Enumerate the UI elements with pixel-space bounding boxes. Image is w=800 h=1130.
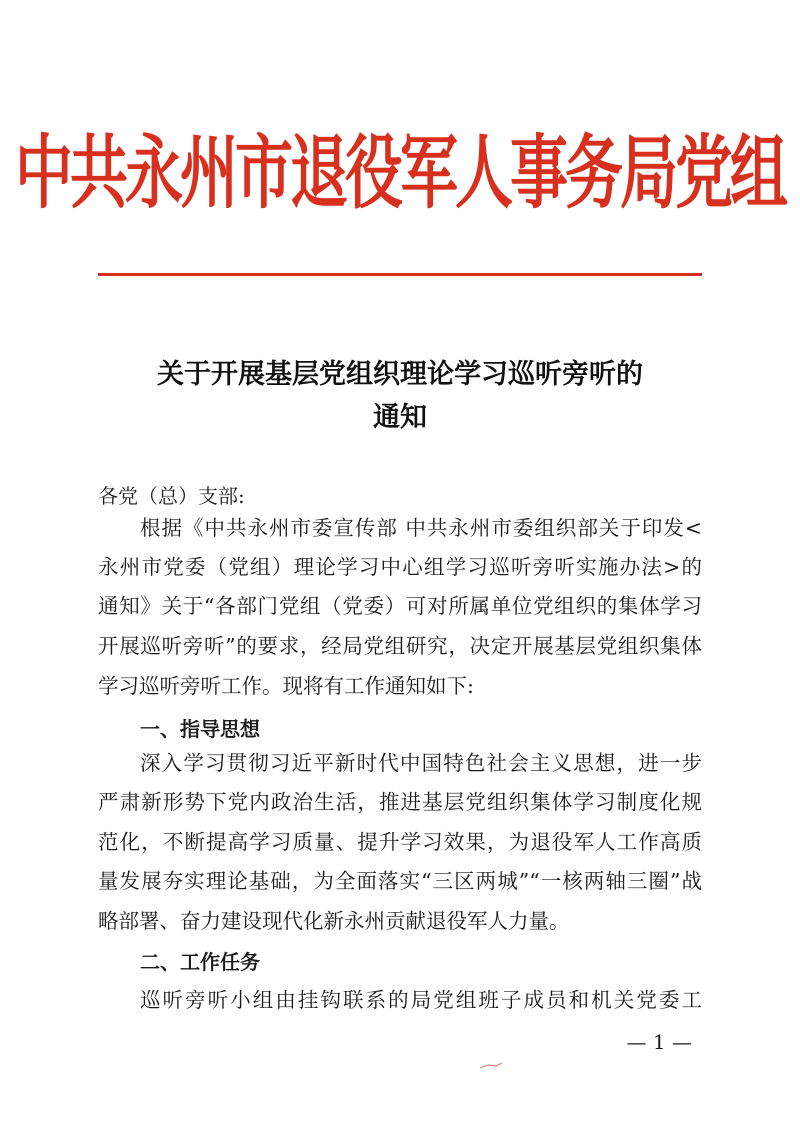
red-divider-line bbox=[98, 273, 702, 276]
body-line: 开展巡听旁听”的要求，经局党组研究，决定开展基层党组织集体 bbox=[98, 634, 702, 658]
salutation: 各党（总）支部: bbox=[98, 484, 245, 508]
document-title-line-1: 关于开展基层党组织理论学习巡听旁听的 bbox=[157, 359, 643, 390]
body-line: 学习巡听旁听工作。现将有工作通知如下: bbox=[98, 674, 474, 698]
body-line: 永州市党委（党组）理论学习中心组学习巡听旁听实施办法>的 bbox=[98, 555, 702, 579]
scan-speck-mark bbox=[478, 1062, 504, 1070]
section-heading-work-tasks: 二、工作任务 bbox=[140, 950, 260, 974]
body-line: 略部署、奋力建设现代化新永州贡献退役军人力量。 bbox=[98, 909, 570, 933]
body-line: 量发展夯实理论基础，为全面落实“三区两城”“一核两轴三圈”战 bbox=[98, 869, 702, 893]
body-line: 巡听旁听小组由挂钩联系的局党组班子成员和机关党委工 bbox=[140, 988, 702, 1012]
body-line: 范化，不断提高学习质量、提升学习效果，为退役军人工作高质 bbox=[98, 830, 702, 854]
page-number: — 1 — bbox=[626, 1030, 692, 1054]
section-heading-guiding-ideology: 一、指导思想 bbox=[140, 717, 260, 741]
body-line: 严肃新形势下党内政治生活，推进基层党组织集体学习制度化规 bbox=[98, 790, 702, 814]
org-header-title: 中共永州市退役军人事务局党组 bbox=[14, 125, 785, 220]
body-line: 深入学习贯彻习近平新时代中国特色社会主义思想，进一步 bbox=[140, 751, 702, 775]
document-title-line-2: 通知 bbox=[373, 402, 427, 433]
body-line: 通知》关于“各部门党组（党委）可对所属单位党组织的集体学习 bbox=[98, 594, 702, 618]
body-line: 根据《中共永州市委宣传部 中共永州市委组织部关于印发< bbox=[140, 516, 702, 540]
